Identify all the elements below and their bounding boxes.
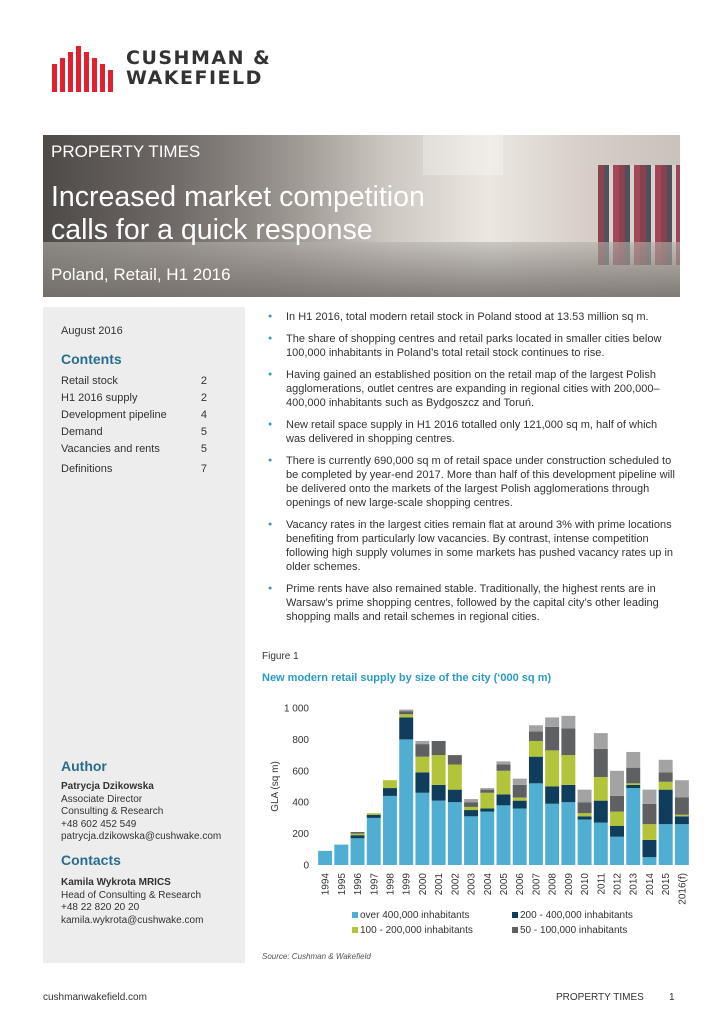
bar-segment — [464, 807, 478, 810]
contacts-heading: Contacts — [61, 852, 121, 868]
legend-swatch — [352, 927, 358, 933]
x-tick-label: 2016(f) — [677, 873, 689, 905]
y-tick-label: 200 — [292, 829, 309, 841]
bar-segment — [513, 779, 527, 785]
footer-page-number: 1 — [669, 992, 675, 1003]
publication-kicker: PROPERTY TIMES — [51, 142, 201, 161]
hero-banner — [43, 135, 680, 297]
company-logo — [52, 44, 271, 92]
bar-segment — [594, 777, 608, 801]
bar-segment — [610, 837, 624, 865]
bar-segment — [578, 819, 592, 865]
x-tick-label: 1999 — [401, 873, 413, 896]
footer-website[interactable]: cushmanwakefield.com — [43, 992, 147, 1003]
bar-segment — [610, 812, 624, 826]
bar-segment — [351, 834, 365, 836]
bar-segment — [351, 835, 365, 838]
x-tick-label: 1994 — [320, 873, 332, 896]
bar-segment — [529, 783, 543, 865]
x-tick-label: 2008 — [547, 873, 559, 896]
bar-segment — [432, 741, 446, 755]
x-tick-label: 2014 — [644, 873, 656, 896]
bar-segment — [642, 804, 656, 824]
bar-segment — [334, 845, 348, 865]
bar-segment — [675, 816, 689, 824]
bar-segment — [642, 857, 656, 865]
bar-segment — [659, 772, 673, 781]
x-tick-label: 2005 — [499, 873, 510, 896]
bar-segment — [626, 783, 640, 785]
contact-email[interactable]: kamila.wykrota@cushwake.com — [61, 914, 204, 926]
x-tick-label: 2010 — [580, 873, 592, 896]
contents-heading: Contents — [61, 351, 122, 367]
bar-segment — [318, 851, 332, 865]
contact-role: Head of Consulting & Research — [61, 889, 202, 901]
bar-segment — [448, 790, 462, 803]
bar-segment — [480, 788, 494, 790]
contact-phone[interactable]: +48 22 820 20 20 — [61, 902, 140, 913]
logo-bars-icon — [52, 44, 116, 92]
page-subtitle: Poland, Retail, H1 2016 — [51, 265, 231, 284]
figure-label: Figure 1 — [262, 651, 299, 662]
toc-item[interactable]: H1 2016 supply 2 — [61, 392, 207, 404]
author-details — [61, 781, 236, 844]
legend-label: 200 - 400,000 inhabitants — [520, 910, 633, 921]
bar-segment — [399, 714, 413, 717]
bar-segment — [529, 741, 543, 757]
author-heading: Author — [61, 758, 107, 774]
bar-segment — [642, 824, 656, 840]
key-point: ● There is currently 690,000 sq m of retail space under construction scheduled to be completed by year-end 2017. More than half of this development pipeline will be delivered onto the markets of the largest Polish agglomerations through openings of new large-scale shopping centres. — [268, 454, 676, 510]
legend-swatch — [352, 912, 358, 918]
toc-item[interactable]: Definitions 7 — [61, 463, 207, 475]
bar-segment — [675, 824, 689, 865]
key-point: ● Prime rents have also remained stable. Traditionally, the highest rents are in Warsaw’s prime shopping centres, followed by the capital city’s other leading shopping malls and retail schemes in regional cities. — [268, 582, 676, 624]
y-tick-label: 400 — [292, 797, 309, 809]
bar-segment — [497, 761, 511, 764]
contact-name: Kamila Wykrota MRICS — [61, 877, 171, 888]
bar-segment — [351, 838, 365, 865]
author-name: Patrycja Dzikowska — [61, 781, 154, 792]
bar-segment — [594, 801, 608, 823]
bar-segment — [480, 793, 494, 809]
x-tick-label: 2000 — [417, 873, 429, 896]
x-tick-label: 2006 — [515, 873, 527, 896]
x-tick-label: 2015 — [661, 873, 673, 896]
bar-segment — [545, 804, 559, 865]
author-email[interactable]: patrycja.dzikowska@cushwake.com — [61, 831, 222, 842]
bar-segment — [675, 780, 689, 797]
bar-segment — [578, 790, 592, 803]
bar-segment — [529, 725, 543, 731]
key-point: ● In H1 2016, total modern retail stock in Poland stood at 13.53 million sq m. — [268, 310, 676, 324]
bar-segment — [659, 824, 673, 865]
bar-segment — [415, 793, 429, 865]
x-tick-label: 1995 — [336, 873, 348, 896]
bar-segment — [480, 812, 494, 865]
bar-segment — [626, 752, 640, 768]
bar-segment — [594, 823, 608, 865]
bar-segment — [626, 768, 640, 784]
bar-segment — [415, 744, 429, 757]
bar-segment — [448, 765, 462, 790]
bar-segment — [415, 741, 429, 744]
bar-segment — [513, 808, 527, 865]
report-date: August 2016 — [61, 325, 123, 337]
bar-segment — [497, 765, 511, 771]
x-tick-label: 2003 — [466, 873, 478, 896]
bar-segment — [367, 813, 381, 815]
toc-item[interactable]: Demand 5 — [61, 426, 207, 438]
bar-segment — [642, 840, 656, 857]
author-department: Consulting & Research — [61, 806, 164, 817]
bar-segment — [383, 788, 397, 796]
bar-segment — [529, 757, 543, 784]
bar-segment — [545, 750, 559, 786]
legend-label: 100 - 200,000 inhabitants — [360, 925, 473, 936]
bar-segment — [480, 790, 494, 793]
y-tick-label: 600 — [292, 766, 309, 778]
bar-segment — [561, 802, 575, 865]
page-title-line-2: calls for a quick response — [51, 214, 373, 246]
bar-segment — [545, 787, 559, 804]
logo-line-2: WAKEFIELD — [126, 67, 263, 89]
bar-segment — [626, 785, 640, 788]
bar-segment — [642, 790, 656, 804]
x-tick-label: 2012 — [612, 873, 624, 896]
bar-segment — [561, 785, 575, 802]
bar-segment — [415, 757, 429, 773]
bar-segment — [578, 802, 592, 813]
legend-label: over 400,000 inhabitants — [360, 910, 470, 921]
contact-details — [61, 877, 236, 927]
bar-segment — [415, 772, 429, 792]
legend-swatch — [512, 912, 518, 918]
key-point: ● Vacancy rates in the largest cities remain flat at around 3% with prime locations benefiting from particularly low vacancies. By contrast, intense competition following high supply volumes in some markets has pushed vacancy rates up in older schemes. — [268, 518, 676, 574]
bar-segment — [432, 755, 446, 785]
bar-segment — [497, 794, 511, 805]
bar-segment — [399, 710, 413, 712]
bar-segment — [675, 815, 689, 817]
bar-segment — [513, 797, 527, 800]
bar-segment — [432, 785, 446, 801]
bar-segment — [659, 790, 673, 825]
y-tick-label: 0 — [303, 860, 309, 872]
bar-segment — [659, 760, 673, 773]
figure-title: New modern retail supply by size of the city (‘000 sq m) — [262, 672, 552, 684]
bar-segment — [594, 749, 608, 777]
bar-segment — [383, 780, 397, 788]
bar-segment — [578, 813, 592, 816]
key-point: ● New retail space supply in H1 2016 totalled only 121,000 sq m, half of which was delivered in shopping centres. — [268, 418, 676, 446]
bar-segment — [399, 717, 413, 739]
footer-publication: PROPERTY TIMES — [556, 992, 644, 1003]
legend-label: 50 - 100,000 inhabitants — [520, 925, 628, 936]
x-tick-label: 1998 — [385, 873, 397, 896]
bar-segment — [545, 717, 559, 726]
bar-segment — [351, 832, 365, 834]
logo-wordmark — [126, 48, 271, 88]
bar-segment — [367, 815, 381, 818]
bar-segment — [432, 801, 446, 865]
y-tick-label: 1 000 — [283, 703, 309, 715]
bar-segment — [675, 797, 689, 814]
x-tick-label: 2011 — [596, 873, 608, 895]
bar-segment — [497, 805, 511, 865]
page-title-line-1: Increased market competition — [51, 181, 425, 213]
toc-item[interactable]: Retail stock 2 — [61, 375, 207, 387]
bar-segment — [383, 796, 397, 865]
x-tick-label: 1997 — [369, 873, 381, 896]
figure-source: Source: Cushman & Wakefield — [262, 952, 371, 961]
x-tick-label: 2009 — [563, 873, 575, 896]
x-tick-label: 2001 — [434, 873, 446, 896]
supply-stacked-bar-chart — [262, 700, 702, 950]
bar-segment — [448, 755, 462, 764]
bar-segment — [626, 788, 640, 865]
bar-segment — [594, 733, 608, 749]
bar-segment — [399, 739, 413, 865]
bar-segment — [529, 732, 543, 741]
x-tick-label: 2007 — [531, 873, 543, 896]
bar-segment — [513, 801, 527, 809]
bar-segment — [610, 796, 624, 812]
table-of-contents — [61, 375, 207, 480]
bar-segment — [399, 711, 413, 714]
hero-photo-sign — [423, 135, 503, 175]
toc-item[interactable]: Development pipeline 4 — [61, 409, 207, 421]
bar-segment — [659, 782, 673, 790]
bar-segment — [480, 808, 494, 811]
y-axis-label: GLA (sq m) — [270, 761, 281, 812]
bar-segment — [464, 810, 478, 816]
toc-item[interactable]: Vacancies and rents 5 — [61, 443, 207, 455]
bar-segment — [448, 802, 462, 865]
bar-segment — [610, 826, 624, 837]
bar-segment — [561, 728, 575, 755]
bar-segment — [367, 818, 381, 865]
logo-line-1: CUSHMAN & — [126, 47, 272, 69]
y-tick-label: 800 — [292, 734, 309, 746]
x-tick-label: 2013 — [628, 873, 640, 896]
bar-segment — [561, 755, 575, 785]
bar-segment — [464, 802, 478, 807]
legend-swatch — [512, 927, 518, 933]
bar-segment — [545, 727, 559, 751]
bar-segment — [578, 816, 592, 819]
author-phone[interactable]: +48 602 452 549 — [61, 818, 137, 830]
page-title — [51, 181, 425, 247]
key-points-list — [268, 310, 676, 632]
bar-segment — [464, 799, 478, 802]
bar-segment — [610, 771, 624, 796]
key-point: ● The share of shopping centres and retail parks located in smaller cities below 100,000 inhabitants in Poland’s total retail stock continues to rise. — [268, 332, 676, 360]
x-tick-label: 1996 — [353, 873, 365, 896]
x-tick-label: 2002 — [450, 873, 462, 896]
bar-segment — [513, 785, 527, 798]
bar-segment — [561, 716, 575, 729]
bar-segment — [464, 816, 478, 865]
sidebar — [43, 307, 245, 963]
bar-segment — [497, 771, 511, 795]
author-role: Associate Director — [61, 793, 143, 805]
key-point: ● Having gained an established position on the retail map of the largest Polish agglomerations, outlet centres are expanding in regional cities with 200,000–400,000 inhabitants such as Bydgoszcz and Toruń. — [268, 368, 676, 410]
x-tick-label: 2004 — [482, 873, 494, 896]
